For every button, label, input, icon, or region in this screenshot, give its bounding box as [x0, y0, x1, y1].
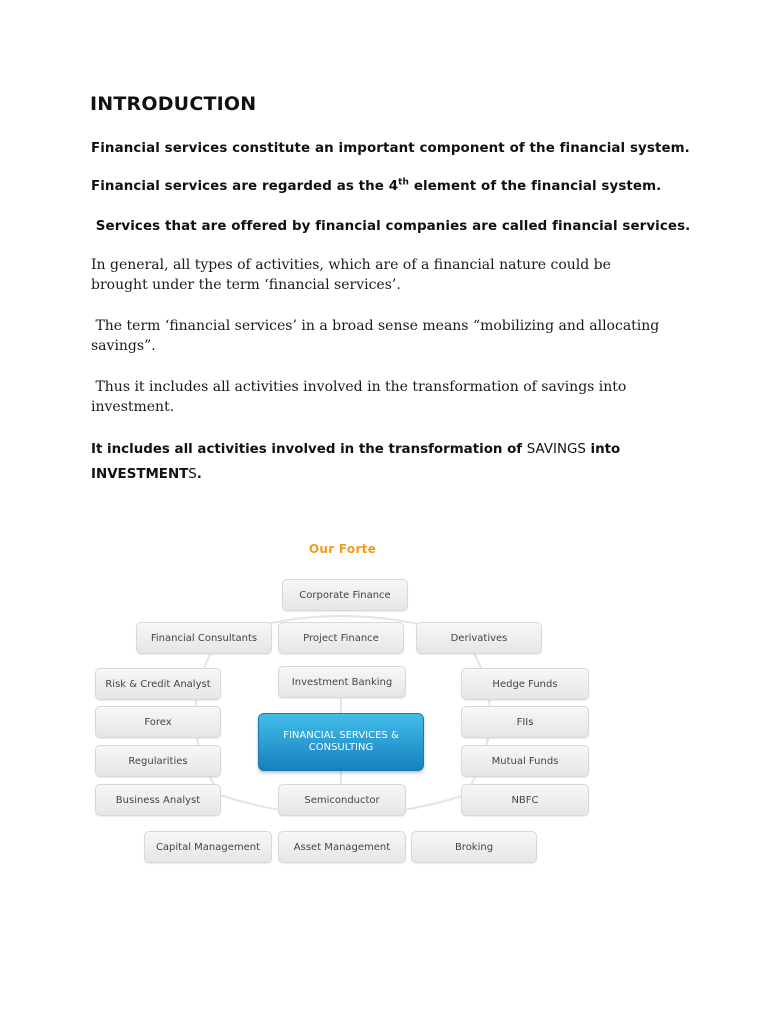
box-nbfc: NBFC [461, 784, 589, 816]
statement-2-text-end: element of the financial system. [409, 179, 662, 194]
statement-3: Services that are offered by financial companies are called financial services. [91, 219, 691, 234]
box-derivatives: Derivatives [416, 622, 542, 654]
statement-2-text: Financial services are regarded as the 4 [91, 179, 399, 194]
diagram-title: Our Forte [308, 542, 377, 556]
box-investment-banking: Investment Banking [278, 666, 406, 698]
page-heading: INTRODUCTION [90, 93, 257, 115]
paragraph-3: Thus it includes all activities involved in the transformation of savings into investment. [91, 379, 631, 415]
box-corporate-finance: Corporate Finance [282, 579, 408, 611]
box-financial-consultants: Financial Consultants [136, 622, 272, 654]
box-asset-management: Asset Management [278, 831, 406, 863]
box-regularities: Regularities [95, 745, 221, 777]
box-fiis: FIIs [461, 706, 589, 738]
box-forex: Forex [95, 706, 221, 738]
statement-2-superscript: th [398, 177, 410, 188]
box-mutual-funds: Mutual Funds [461, 745, 589, 777]
diagram-center-box: FINANCIAL SERVICES & CONSULTING [258, 713, 424, 771]
box-business-analyst: Business Analyst [95, 784, 221, 816]
paragraph-2: The term ‘financial services’ in a broad sense means “mobilizing and allocating savings”. [91, 318, 664, 354]
box-project-finance: Project Finance [278, 622, 404, 654]
closing-savings: SAVINGS [526, 442, 586, 457]
closing-part-3: into INVESTMENT [91, 442, 621, 482]
services-diagram [85, 535, 605, 875]
box-broking: Broking [411, 831, 537, 863]
closing-period: . [196, 467, 202, 482]
statement-1: Financial services constitute an important component of the financial system. [91, 141, 690, 156]
paragraph-1: In general, all types of activities, which are of a financial nature could be brought under the term ‘financial services’. [91, 257, 611, 293]
box-semiconductor: Semiconductor [278, 784, 406, 816]
closing-statement [91, 437, 651, 487]
box-risk-credit-analyst: Risk & Credit Analyst [95, 668, 221, 700]
box-hedge-funds: Hedge Funds [461, 668, 589, 700]
box-capital-management: Capital Management [144, 831, 272, 863]
closing-part-1: It includes all activities involved in the transformation of [91, 442, 527, 457]
statement-2 [91, 179, 661, 194]
closing-s: S [188, 467, 197, 482]
